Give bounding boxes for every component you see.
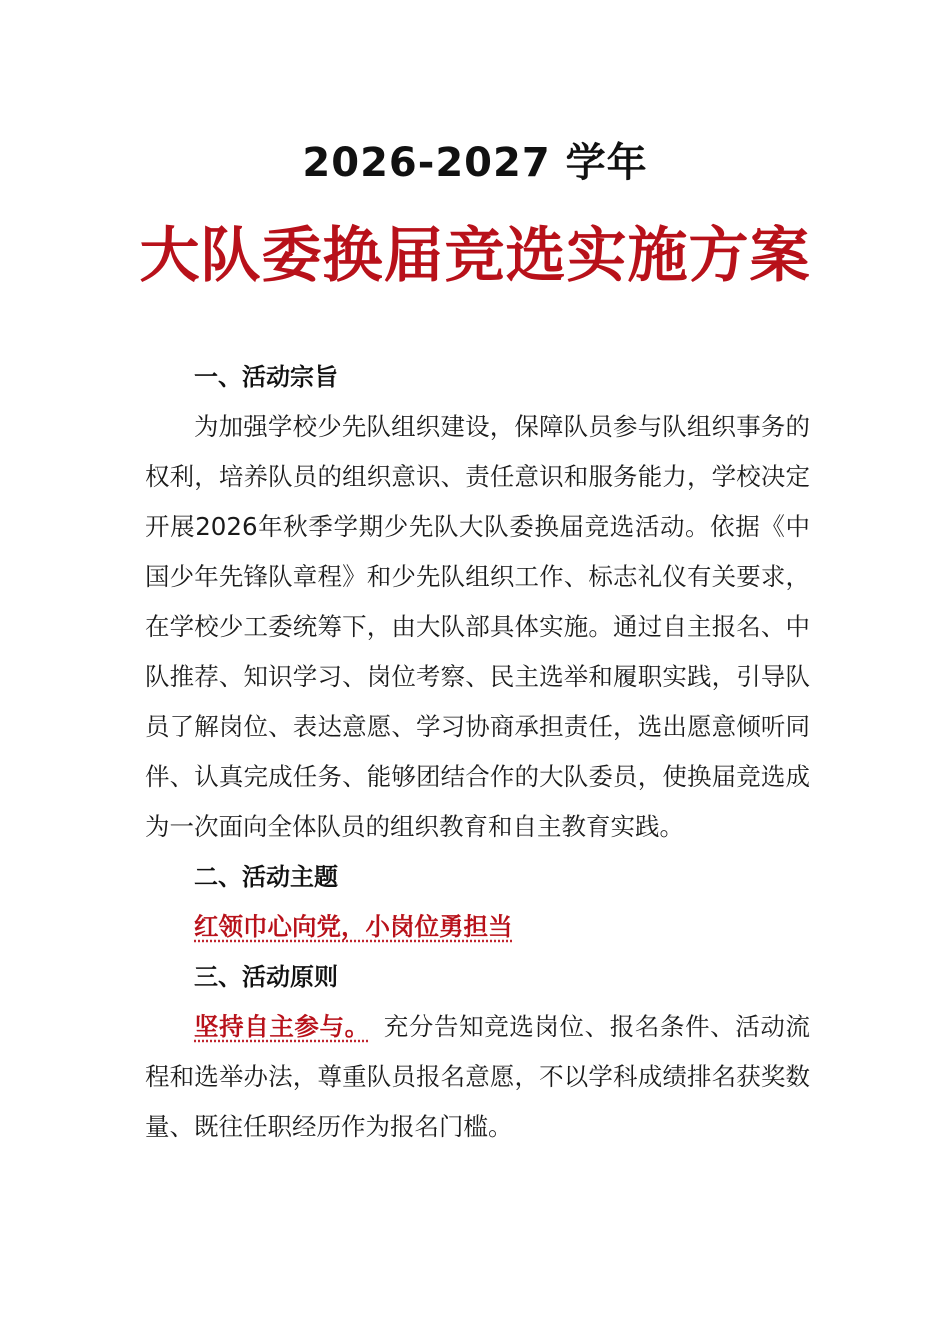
document-body xyxy=(145,352,810,1152)
section-heading-theme: 二、活动主题 xyxy=(194,863,338,891)
document-main-title: 大队委换届竞选实施方案 xyxy=(139,221,811,291)
theme-text: 红领巾心向党，小岗位勇担当 xyxy=(194,912,513,941)
principle-body-text: 充分告知竞选岗位、报名条件、活动流程和选举办法，尊重队员报名意愿，不以学科成绩排名获奖数量、既往任职经历作为报名门槛。 xyxy=(145,1012,811,1141)
section-heading-purpose: 一、活动宗旨 xyxy=(194,363,338,391)
section-paragraph-purpose: 为加强学校少先队组织建设，保障队员参与队组织事务的权利，培养队员的组织意识、责任意识和服务能力，学校决定开展2026年秋季学期少先队大队委换届竞选活动。依据《中国少年先锋队章程》和少先队组织工作、标志礼仪有关要求，在学校少工委统筹下，由大队部具体实施。通过自主报名、中队推荐、知识学习、岗位考察、民主选举和履职实践，引导队员了解岗位、表达意愿、学习协商承担责任，选出愿意倾听同伴、认真完成任务、能够团结合作的大队委员，使换届竞选成为一次面向全体队员的组织教育和自主教育实践。 xyxy=(145,412,810,841)
section-paragraph-principles xyxy=(145,1002,810,1152)
theme-line xyxy=(145,902,810,952)
document-year-title: 2026-2027 学年 xyxy=(302,140,648,186)
section-heading-principles: 三、活动原则 xyxy=(194,963,338,991)
principle-lead-text: 坚持自主参与。 xyxy=(194,1012,370,1041)
